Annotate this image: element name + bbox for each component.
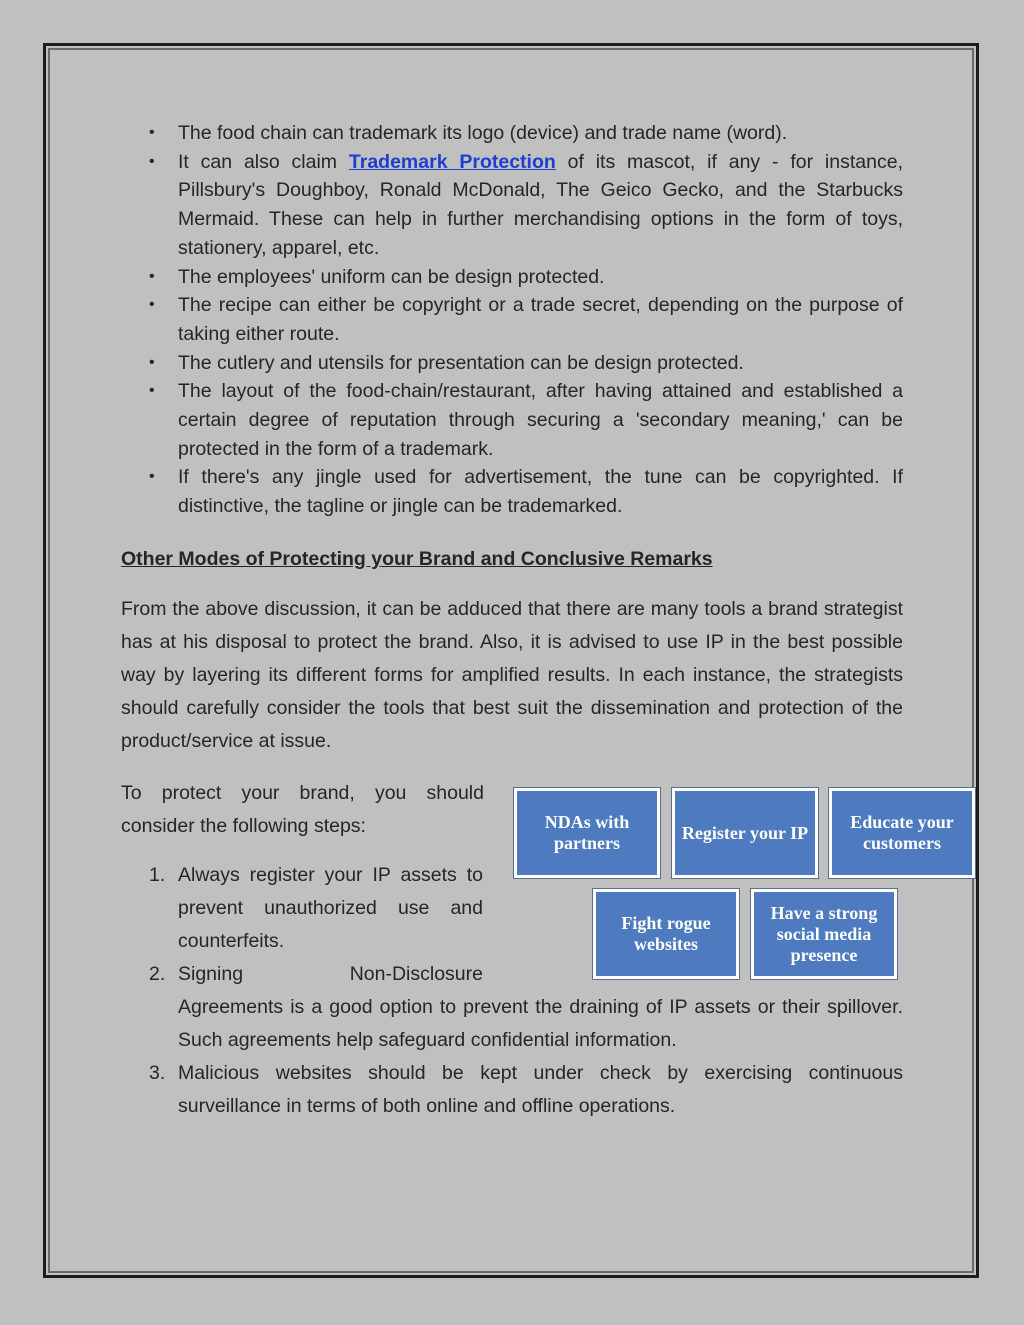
diagram-box-educate: Educate your customers (829, 788, 975, 878)
page-content (46, 46, 976, 1275)
bullet-item: • If there's any jingle used for advertisement, the tune can be copyrighted. If distinctive, the tagline or jingle can be trademarked. (178, 463, 903, 520)
bullet-item: • The food chain can trademark its logo (device) and trade name (word). (178, 119, 903, 148)
step-item: 2. Signing Non-Disclosure Agreements is a good option to prevent the draining of IP assets or their spillover. Such agreements help safeguard confidential information. (149, 963, 903, 1051)
bullet-list (178, 119, 903, 521)
page-frame (43, 43, 979, 1278)
diagram-box-fight-rogue: Fight rogue websites (593, 889, 739, 979)
discussion-paragraph: From the above discussion, it can be adduced that there are many tools a brand strategist has at his disposal to protect the brand. Also, it is advised to use IP in the best possible way by layering its different forms for amplified results. In each instance, the strategists should carefully consider the tools that best suit the dissemination and protection of the product/service at issue. (121, 598, 903, 752)
diagram-box-register-ip: Register your IP (672, 788, 818, 878)
trademark-protection-link[interactable]: Trademark Protection (348, 150, 556, 173)
bullet-item: • The recipe can either be copyright or a trade secret, depending on the purpose of taking either route. (178, 291, 903, 348)
step-2-text: Signing Non-Disclosure Agreements is a good option to prevent the draining of IP assets or their spillover. Such agreements help safeguard confidential information. (178, 963, 903, 1051)
step-item: 1. Always register your IP assets to prevent unauthorized use and counterfeits. (149, 864, 483, 952)
bullet-item: • The layout of the food-chain/restaurant, after having attained and established a certain degree of reputation through securing a 'secondary meaning,' can be protected in the form of a trademark. (178, 377, 903, 463)
section-heading: Other Modes of Protecting your Brand and Conclusive Remarks (121, 548, 713, 570)
step-item: 3. Malicious websites should be kept under check by exercising continuous surveillance in terms of both online and offline operations. (149, 1062, 903, 1117)
bullet-item: • It can also claim Trademark Protection of its mascot, if any - for instance, Pillsbury's Doughboy, Ronald McDonald, The Geico Gecko, and the Starbucks Mermaid. These can help in further merchandising options in the form of toys, stationery, apparel, etc. (178, 148, 903, 263)
bullet-item: • The cutlery and utensils for presentation can be design protected. (178, 349, 903, 378)
steps-intro: To protect your brand, you should consider the following steps: (121, 782, 484, 837)
bullet-item: • The employees' uniform can be design protected. (178, 263, 903, 292)
diagram-box-ndas: NDAs with partners (514, 788, 660, 878)
diagram-box-social-media: Have a strong social media presence (751, 889, 897, 979)
